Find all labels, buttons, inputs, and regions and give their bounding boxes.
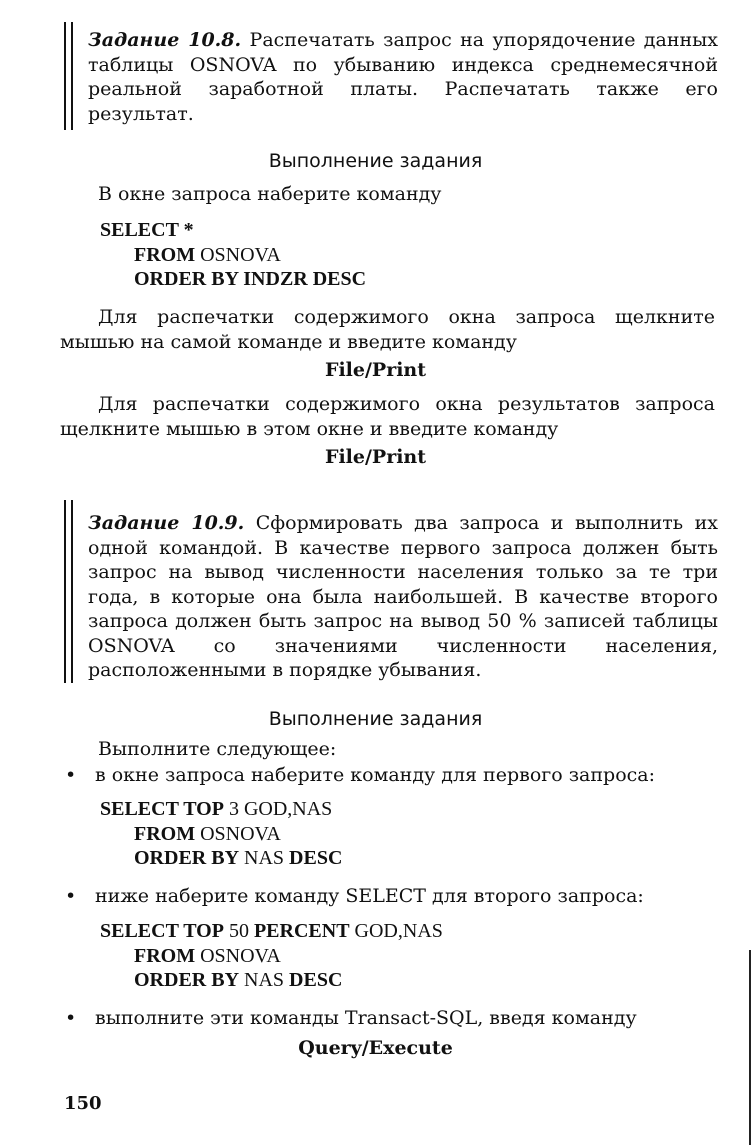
code1-from-val: OSNOVA (195, 243, 281, 266)
code3-select-val: 50 (223, 920, 254, 942)
task-10-9 (88, 511, 718, 683)
task-10-9-label: Задание 10.9. (88, 512, 245, 534)
code1-order-line: ORDER BY INDZR DESC (134, 268, 367, 290)
cmd-query-execute: Query/Execute (298, 1037, 453, 1059)
section1-intro: В окне запроса наберите команду (98, 183, 442, 205)
code3-from-kw: FROM (134, 944, 196, 967)
code-block-1 (100, 218, 366, 292)
bullet-1-text: в окне запроса наберите команду для первого запроса: (95, 764, 656, 786)
code-block-3 (100, 919, 443, 993)
code-block-2 (100, 797, 342, 871)
bullet-dot: • (65, 1007, 77, 1029)
code3-select-kw: SELECT TOP (100, 920, 224, 942)
code3-order-kw: ORDER BY (134, 969, 240, 991)
task-10-8 (88, 28, 718, 126)
bullet-dot: • (65, 764, 77, 786)
code2-from-val: OSNOVA (195, 822, 281, 845)
bullet-item-1 (65, 763, 720, 788)
cmd-file-print-1: File/Print (324, 359, 427, 381)
task-10-8-bar-outer (64, 22, 66, 130)
code3-order-val: NAS (239, 969, 290, 991)
code3-desc-kw: DESC (289, 969, 343, 991)
code3-cols-val: GOD,NAS (349, 920, 443, 942)
task-10-9-text: Сформировать два запроса и выполнить их одной командой. В качестве первого запроса должен быть запрос на вывод численности населения только за те три года, в которые она была наибольшей. В качестве второго запроса должен быть запрос на вывод 50 % записей таблицы OSNOVA со значениями численности населения, расположенными в порядке убывания. (88, 512, 719, 681)
page-number: 150 (64, 1093, 102, 1114)
task-10-8-text: Распечатать запрос на упорядочение данных таблицы OSNOVA по убыванию индекса среднемесячной реальной заработной платы. Распечатать также его результат. (88, 29, 719, 125)
bullet-item-3 (65, 1006, 720, 1031)
bullet-2-text: ниже наберите команду SELECT для второго запроса: (95, 885, 644, 907)
code2-order-kw: ORDER BY (134, 847, 240, 869)
cmd-file-print-2: File/Print (324, 446, 427, 468)
task-10-9-bar-inner (71, 500, 73, 683)
section2-intro: Выполните следующее: (98, 738, 337, 760)
task-10-9-bar-outer (64, 500, 66, 683)
bullet-3-text: выполните эти команды Transact-SQL, введя команду (95, 1007, 637, 1029)
code1-line1: SELECT * (100, 219, 194, 241)
code2-order-val: NAS (239, 847, 290, 869)
code3-from-val: OSNOVA (195, 944, 281, 967)
code2-select-kw: SELECT TOP (100, 798, 224, 820)
bullet-item-2 (65, 884, 720, 909)
print-query-paragraph: Для распечатки содержимого окна запроса щелкните мышью на самой команде и введите команду (60, 306, 715, 353)
task-10-8-bar-inner (71, 22, 73, 130)
code2-desc-kw: DESC (289, 847, 343, 869)
code2-from-kw: FROM (134, 822, 196, 845)
code1-from-kw: FROM (134, 243, 196, 266)
section1-heading: Выполнение задания (268, 150, 483, 172)
code3-percent-kw: PERCENT (253, 920, 350, 942)
section2-heading: Выполнение задания (268, 708, 483, 730)
print-results-paragraph: Для распечатки содержимого окна результатов запроса щелкните мышью в этом окне и введите команду (60, 393, 715, 440)
bullet-dot: • (65, 885, 77, 907)
task-10-8-label: Задание 10.8. (88, 29, 242, 51)
code2-select-val: 3 GOD,NAS (223, 798, 333, 820)
